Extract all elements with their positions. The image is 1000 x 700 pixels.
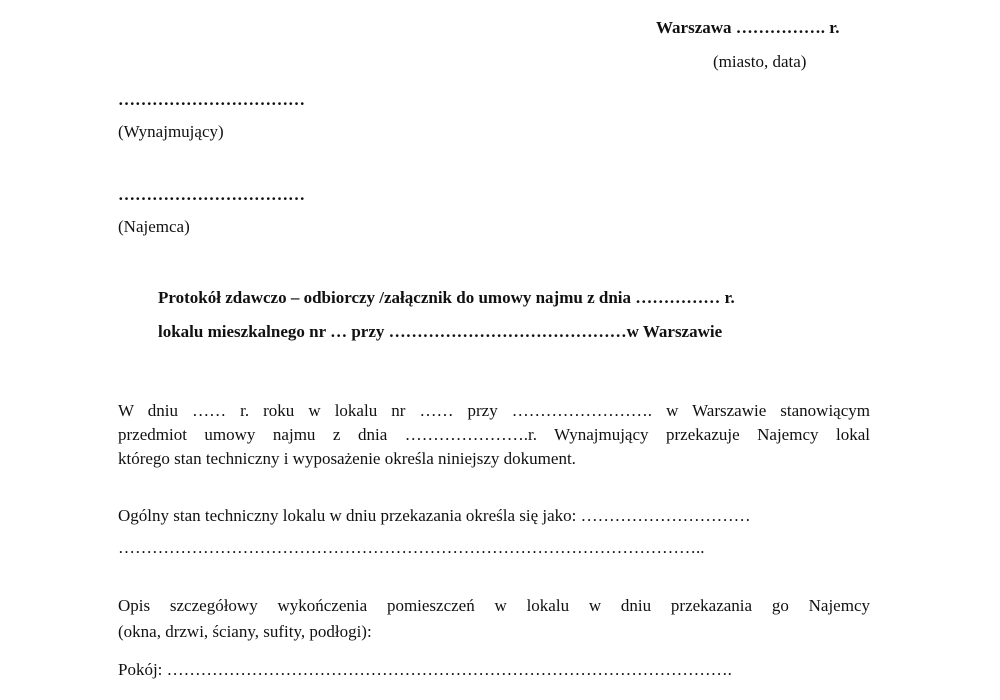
city-date-caption: (miasto, data): [713, 52, 807, 71]
city-date-line: Warszawa ……………. r.: [656, 18, 840, 37]
details-line-1: Opis szczegółowy wykończenia pomieszczeń w lokalu w dniu przekazania go Najemcy: [118, 596, 870, 615]
tenant-placeholder-dots: ……………………………: [118, 185, 305, 204]
protocol-title-line-2: lokalu mieszkalnego nr … przy ……………………………………w Warszawie: [158, 322, 723, 341]
intro-paragraph-line-3: którego stan techniczny i wyposażenie określa niniejszy dokument.: [118, 449, 576, 468]
landlord-label: (Wynajmujący): [118, 122, 224, 141]
tenant-label: (Najemca): [118, 217, 190, 236]
protocol-title-line-1: Protokół zdawczo – odbiorczy /załącznik do umowy najmu z dnia …………… r.: [158, 288, 735, 307]
landlord-placeholder-dots: ……………………………: [118, 90, 305, 109]
general-state-line-2: …………………………………………………………………………………………..: [118, 538, 705, 557]
room-line: Pokój: ……………………………………………………………………………………….: [118, 660, 732, 679]
intro-paragraph-line-2: przedmiot umowy najmu z dnia ………………….r. Wynajmujący przekazuje Najemcy lokal: [118, 425, 870, 444]
general-state-line-1: Ogólny stan techniczny lokalu w dniu przekazania określa się jako: …………………………: [118, 506, 751, 525]
details-line-2: (okna, drzwi, ściany, sufity, podłogi):: [118, 622, 372, 641]
intro-paragraph-line-1: W dniu …… r. roku w lokalu nr …… przy ……………………. w Warszawie stanowiącym: [118, 401, 870, 420]
